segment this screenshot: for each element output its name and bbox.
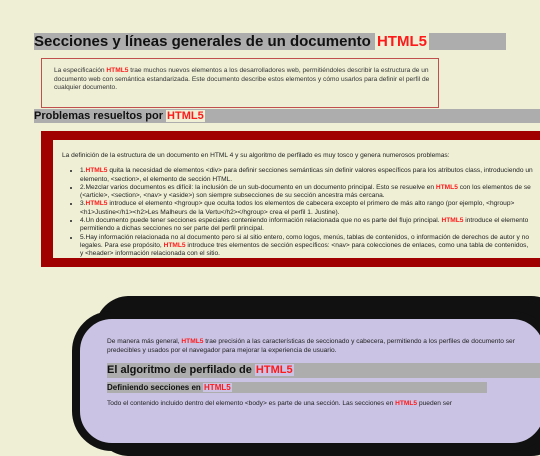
problem-1-text-b: quita la necesidad de elementos <div> para definir secciones semánticas sin definir valores específicos para los atributos class, introduciendo un elemento, <section>, el elemento de sección HTML. — [80, 167, 533, 183]
problem-item-4 — [80, 217, 540, 234]
problem-4-text-b: introduce el elemento permitiendo a dichas secciones no ser parte del perfil principal. — [80, 217, 529, 233]
general-html5: HTML5 — [181, 338, 204, 345]
bottom-paragraph — [107, 400, 540, 409]
bottom-post: pueden ser — [417, 400, 452, 407]
problems-heading — [34, 109, 540, 123]
page-title-text: Secciones y líneas generales de un documento — [34, 33, 375, 50]
defining-heading-text: Definiendo secciones en — [107, 383, 204, 392]
general-post: trae precisión a las características de seccionado y cabecera, permitiendo a los perfiles de documento ser predecibles y usados por el navegador para mejorar la experiencia de usuario. — [107, 338, 515, 354]
problem-3-text-a: 3. — [80, 200, 86, 208]
problem-item-3 — [80, 200, 540, 217]
problem-3-text-b: introduce el elemento <hgroup> que oculta todos los elementos de cabecera excepto el primero de más alto rango (por ejemplo, <hgroup> <h1>Justine</h1><h2>Les Malheurs de la Vertu</h2></hgroup> crea el perfil 1. Justine). — [80, 200, 515, 216]
problems-content — [53, 140, 540, 258]
algorithm-heading — [107, 363, 540, 378]
intro-pre: La especificación — [54, 67, 107, 74]
problem-item-2 — [80, 184, 540, 201]
bottom-html5: HTML5 — [395, 400, 418, 407]
problem-item-5 — [80, 234, 540, 258]
problems-list — [62, 167, 540, 258]
bottom-pre: Todo el contenido incluido dentro del elemento <body> es parte de una sección. Las secciones en — [107, 400, 396, 407]
intro-post: trae muchos nuevos elementos a los desarrolladores web, permitiéndoles describir la estructura de un documento web con semántica estandarizada. Este documento describe estos elementos y cómo usarlos para definir el perfil de cualquier documento. — [54, 67, 430, 92]
problems-heading-html5: HTML5 — [167, 110, 204, 122]
problem-2-text-a: 2.Mezclar varios documentos es difícil: la inclusión de un sub-documento en un documento principal. Esto se resuelve en — [80, 183, 436, 191]
intro-html5: HTML5 — [106, 67, 129, 74]
intro-box — [41, 58, 439, 108]
problem-3-html5: HTML5 — [85, 200, 108, 208]
problem-4-text-a: 4.Un documento puede tener secciones especiales conteniendo información relacionada que no es parte del flujo principal. — [80, 217, 442, 225]
problem-2-text-b: con los elementos de se (<article>, <section>, <nav> y <aside>) son siempre subsecciones de su sección ancestra más cercana. — [80, 183, 531, 200]
algorithm-heading-text: El algoritmo de perfilado de — [107, 364, 255, 376]
general-paragraph — [107, 338, 527, 355]
general-pre: De manera más general, — [107, 338, 182, 345]
problems-heading-text: Problemas resueltos por — [34, 110, 167, 122]
problem-5-text-b: introduce tres elementos de sección específicos: <nav> para colecciones de enlaces, como una tabla de contenidos, y <header> información relacionada con el sitio. — [80, 241, 529, 258]
outline-panel — [72, 311, 540, 451]
page-title — [34, 33, 506, 50]
problem-1-text-a: 1. — [80, 167, 86, 175]
problem-4-html5: HTML5 — [441, 217, 464, 225]
problems-box — [41, 131, 540, 267]
problem-2-html5: HTML5 — [435, 183, 458, 191]
problem-5-html5: HTML5 — [163, 241, 186, 249]
defining-heading — [107, 382, 487, 393]
defining-heading-html5: HTML5 — [204, 383, 231, 392]
problems-intro: La definición de la estructura de un documento en HTML 4 y su algoritmo de perfilado es muy tosco y genera numerosos problemas: — [62, 152, 450, 159]
page-title-html5: HTML5 — [376, 33, 427, 50]
problem-1-html5: HTML5 — [85, 167, 108, 175]
problem-item-1 — [80, 167, 540, 184]
problem-5-text-a: 5.Hay información relacionada no al documento pero si al sitio entero, como logos, menús, tablas de contenidos, o información de derechos de autor y no legales. Para ese propósito, — [80, 233, 530, 249]
algorithm-heading-html5: HTML5 — [255, 364, 293, 376]
